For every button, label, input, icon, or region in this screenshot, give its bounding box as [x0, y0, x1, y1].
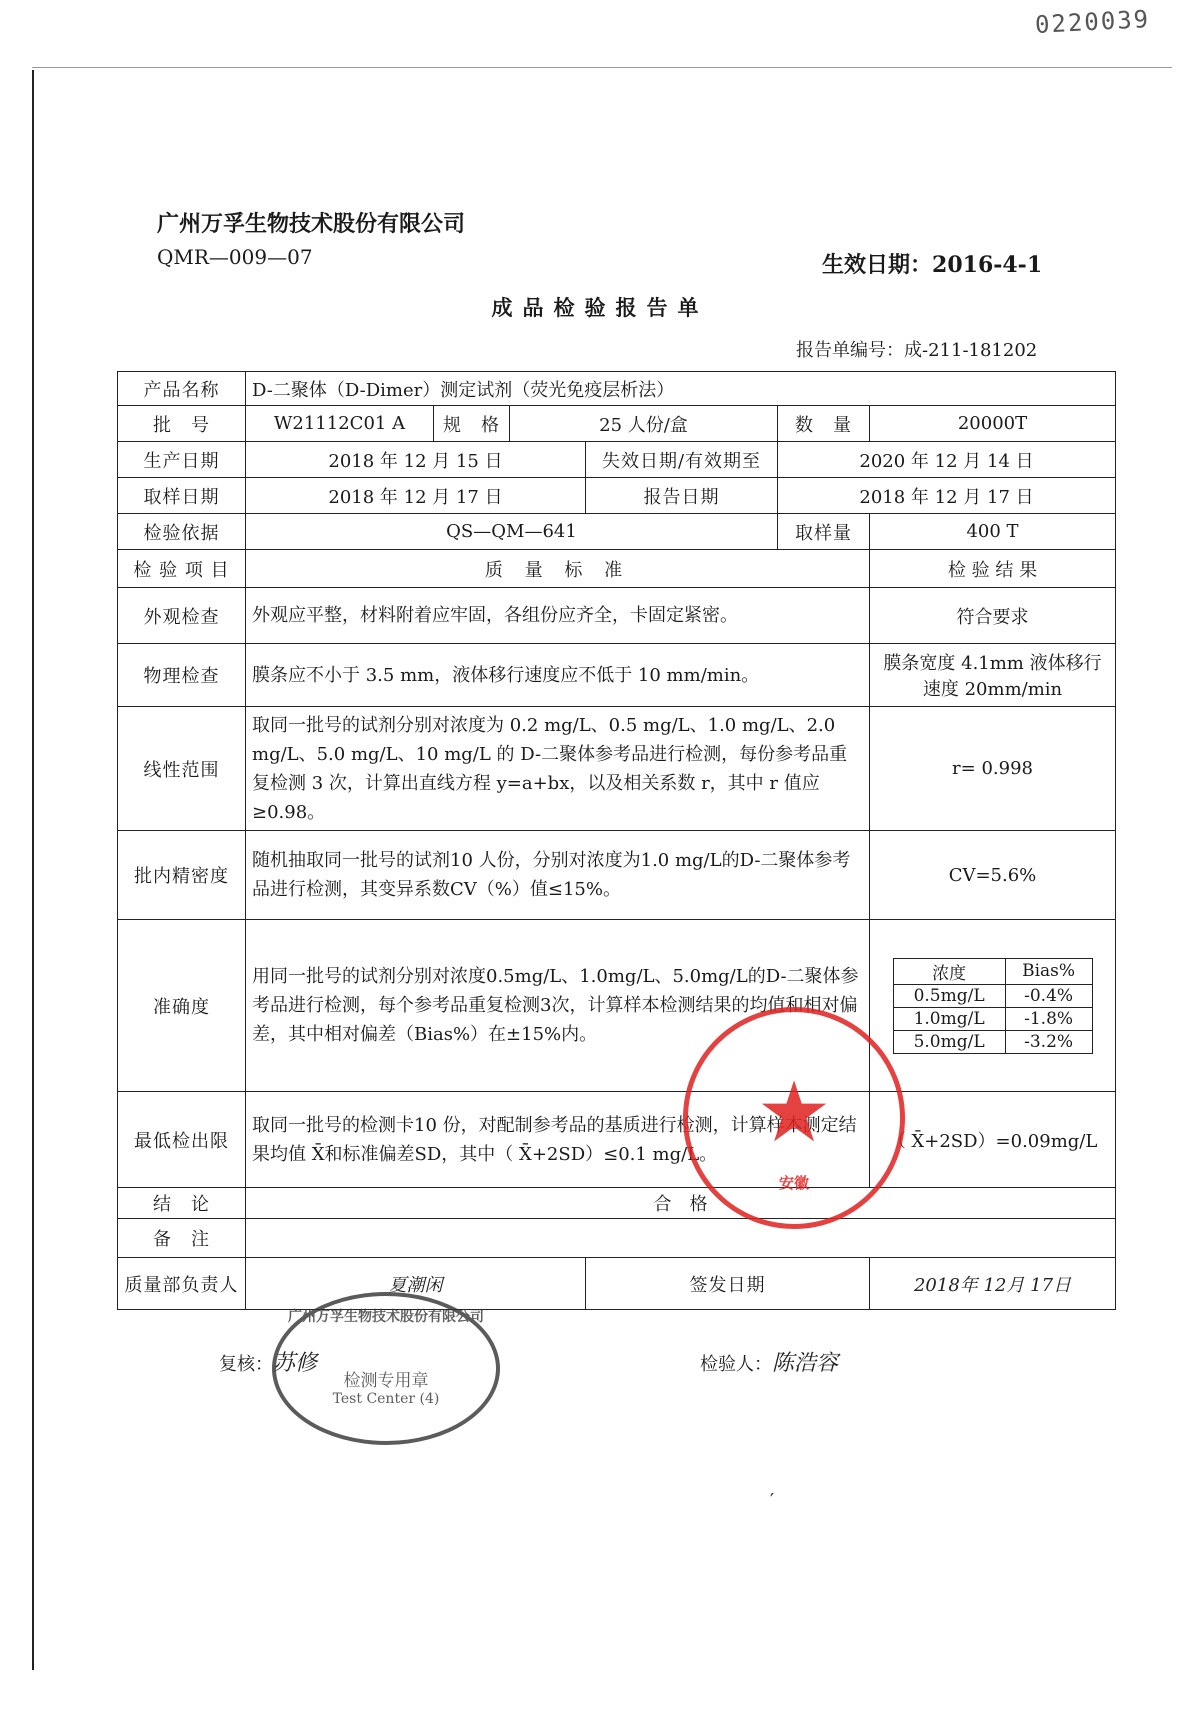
sample-date-value: 2018 年 12 月 17 日	[246, 478, 586, 514]
item-result: r= 0.998	[870, 707, 1116, 831]
item-result	[870, 920, 1116, 1092]
qty-label: 数 量	[778, 406, 870, 442]
table-row	[118, 707, 1116, 831]
table-row	[118, 1092, 1116, 1188]
prod-date-value: 2018 年 12 月 15 日	[246, 442, 586, 478]
bias-header: 浓度	[893, 958, 1005, 984]
sample-date-label: 取样日期	[118, 478, 246, 514]
table-row	[118, 1188, 1116, 1219]
inspector-signature: 陈浩容	[772, 1351, 839, 1376]
item-name: 批内精密度	[118, 831, 246, 920]
issue-date-label: 签发日期	[586, 1258, 870, 1310]
table-row	[118, 1258, 1116, 1310]
report-date-value: 2018 年 12 月 17 日	[778, 478, 1116, 514]
table-row	[118, 372, 1116, 406]
bias-header: Bias%	[1005, 958, 1092, 984]
item-standard: 用同一批号的试剂分别对浓度0.5mg/L、1.0mg/L、5.0mg/L的D-二聚体参考品进行检测，每个参考品重复检测3次，计算样本检测结果的均值和相对偏差，其中相对偏差（Bias%）在±15%内。	[246, 920, 870, 1092]
issue-date-value: 2018年 12月 17日	[870, 1258, 1116, 1310]
expiry-label: 失效日期/有效期至	[586, 442, 778, 478]
item-standard: 取同一批号的检测卡10 份，对配制参考品的基质进行检测，计算样本测定结果均值 X̄和标准偏差SD，其中（ X̄+2SD）≤0.1 mg/L。	[246, 1092, 870, 1188]
item-standard: 膜条应不小于 3.5 mm，液体移行速度应不低于 10 mm/min。	[246, 644, 870, 707]
table-row	[118, 831, 1116, 920]
qty-value: 20000T	[870, 406, 1116, 442]
handwritten-doc-number: 0220039	[1034, 5, 1151, 39]
effective-date: 生效日期：2016-4-1	[822, 252, 1043, 278]
bias-conc: 5.0mg/L	[893, 1030, 1005, 1053]
conclusion-label: 结 论	[118, 1188, 246, 1219]
column-header-standard: 质 量 标 准	[246, 550, 870, 588]
spec-label: 规 格	[434, 406, 510, 442]
company-name: 广州万孚生物技术股份有限公司	[157, 212, 466, 237]
item-standard: 外观应平整，材料附着应牢固，各组份应齐全，卡固定紧密。	[246, 588, 870, 644]
inspector-field: 检验人：陈浩容	[700, 1351, 839, 1376]
table-row	[118, 406, 1116, 442]
table-row	[118, 478, 1116, 514]
item-standard: 取同一批号的试剂分别对浓度为 0.2 mg/L、0.5 mg/L、1.0 mg/L、2.0 mg/L、5.0 mg/L、10 mg/L 的 D-二聚体参考品进行检测，每份参考品重复检测 3 次，计算出直线方程 y=a+bx，以及相关系数 r，其中 r 值应≥0.98。	[246, 707, 870, 831]
table-row	[118, 442, 1116, 478]
sample-qty-label: 取样量	[778, 514, 870, 550]
product-value: D-二聚体（D-Dimer）测定试剂（荧光免疫层析法）	[246, 372, 1116, 406]
basis-value: QS—QM—641	[246, 514, 778, 550]
table-row	[118, 588, 1116, 644]
item-name: 最低检出限	[118, 1092, 246, 1188]
remark-value	[246, 1219, 1116, 1258]
column-header-item: 检 验 项 目	[118, 550, 246, 588]
company-seal-stamp	[272, 1292, 500, 1445]
seal-english: Test Center (4)	[332, 1391, 440, 1407]
sample-qty-value: 400 T	[870, 514, 1116, 550]
item-result: CV=5.6%	[870, 831, 1116, 920]
item-result: 膜条宽度 4.1mm 液体移行速度 20mm/min	[870, 644, 1116, 707]
table-row	[118, 1219, 1116, 1258]
table-header-row	[118, 550, 1116, 588]
seal-label: 检测专用章	[343, 1371, 429, 1391]
table-row	[118, 644, 1116, 707]
product-label: 产品名称	[118, 372, 246, 406]
batch-label: 批 号	[118, 406, 246, 442]
qa-signature: 夏潮闲	[246, 1258, 586, 1310]
report-date-label: 报告日期	[586, 478, 778, 514]
report-number: 报告单编号：成-211-181202	[796, 340, 1038, 361]
form-code: QMR—009—07	[157, 245, 313, 269]
table-row	[118, 514, 1116, 550]
reviewer-field: 复核：苏修	[219, 1351, 318, 1376]
basis-label: 检验依据	[118, 514, 246, 550]
red-seal-stamp	[683, 1007, 905, 1229]
reviewer-signature: 苏修	[273, 1351, 318, 1376]
scan-speck: ′	[770, 1490, 775, 1511]
column-header-result: 检 验 结 果	[870, 550, 1116, 588]
qa-label: 质量部负责人	[118, 1258, 246, 1310]
item-name: 外观检查	[118, 588, 246, 644]
item-name: 物理检查	[118, 644, 246, 707]
expiry-value: 2020 年 12 月 14 日	[778, 442, 1116, 478]
conclusion-value: 合 格	[246, 1188, 1116, 1219]
bias-value: -0.4%	[1005, 984, 1092, 1007]
remark-label: 备 注	[118, 1219, 246, 1258]
page-title: 成品检验报告单	[491, 295, 709, 320]
scan-edge-top	[32, 67, 1172, 68]
bias-conc: 0.5mg/L	[893, 984, 1005, 1007]
table-row	[118, 920, 1116, 1092]
item-result: （ X̄+2SD）=0.09mg/L	[870, 1092, 1116, 1188]
item-result: 符合要求	[870, 588, 1116, 644]
bias-value: -1.8%	[1005, 1007, 1092, 1030]
spec-value: 25 人份/盒	[510, 406, 778, 442]
red-seal-text: 安徽	[778, 1174, 809, 1192]
item-standard: 随机抽取同一批号的试剂10 人份，分别对浓度为1.0 mg/L的D-二聚体参考品进行检测，其变异系数CV（%）值≤15%。	[246, 831, 870, 920]
seal-company: 广州万孚生物技术股份有限公司	[288, 1309, 484, 1325]
prod-date-label: 生产日期	[118, 442, 246, 478]
item-name: 线性范围	[118, 707, 246, 831]
bias-table	[893, 958, 1093, 1054]
item-name: 准确度	[118, 920, 246, 1092]
star-icon: ★	[756, 1063, 832, 1161]
batch-value: W21112C01 A	[246, 406, 434, 442]
bias-value: -3.2%	[1005, 1030, 1092, 1053]
inspection-table	[117, 371, 1116, 1310]
bias-conc: 1.0mg/L	[893, 1007, 1005, 1030]
